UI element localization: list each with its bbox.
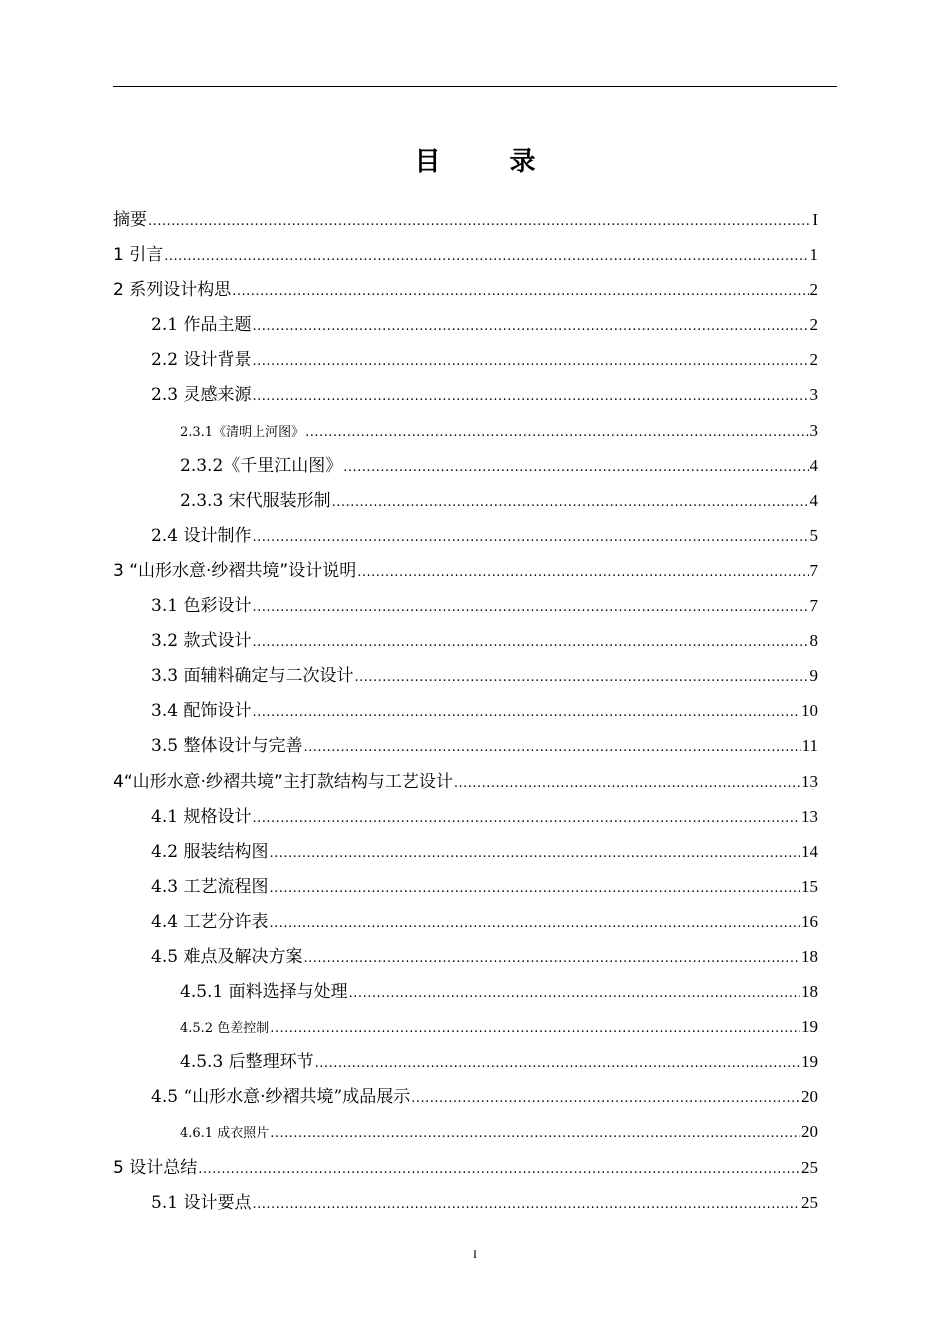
toc-dot-leader	[269, 871, 800, 906]
toc-entry-label: 3 “山形水意·纱褶共境”设计说明	[113, 560, 357, 581]
toc-entry-label: 3.4 配饰设计	[151, 701, 252, 722]
toc-dot-leader	[148, 204, 811, 239]
toc-entry[interactable]	[113, 974, 818, 1009]
toc-entry[interactable]	[113, 834, 818, 869]
toc-entry-label: 2 系列设计构思	[113, 280, 232, 301]
toc-entry[interactable]	[113, 448, 818, 483]
toc-dot-leader	[198, 1152, 800, 1187]
toc-entry-page: 7	[809, 560, 818, 580]
toc-dot-leader	[303, 941, 800, 976]
toc-dot-leader	[270, 1011, 800, 1046]
toc-entry[interactable]	[113, 1009, 818, 1044]
toc-entry-label: 4.2 服装结构图	[151, 841, 269, 862]
toc-entry-label: 2.3.1《清明上河图》	[180, 424, 305, 440]
toc-entry-page: 2	[809, 315, 818, 335]
toc-entry-page: 2	[809, 280, 818, 300]
toc-dot-leader	[252, 379, 808, 414]
toc-dot-leader	[164, 239, 808, 274]
toc-entry-label: 2.3.2《千里江山图》	[180, 455, 343, 476]
toc-entry-page: 11	[801, 736, 818, 756]
toc-dot-leader	[303, 730, 800, 765]
toc-dot-leader	[252, 1187, 800, 1222]
toc-dot-leader	[232, 274, 808, 309]
toc-entry-label: 4.5.1 面料选择与处理	[180, 982, 348, 1003]
toc-entry-label: 4.5.3 后整理环节	[180, 1052, 314, 1073]
toc-entry-label: 5.1 设计要点	[151, 1192, 252, 1213]
toc-entry[interactable]	[113, 342, 818, 377]
toc-entry-label: 4.4 工艺分许表	[151, 911, 269, 932]
toc-entry-page: 9	[809, 666, 818, 686]
toc-entry[interactable]	[113, 658, 818, 693]
page-number: I	[473, 1247, 477, 1261]
toc-entry[interactable]	[113, 272, 818, 307]
toc-entry-page: 25	[801, 1157, 818, 1177]
toc-entry-label: 4.1 规格设计	[151, 806, 252, 827]
toc-dot-leader	[252, 625, 808, 660]
toc-entry-label: 4.5 难点及解决方案	[151, 946, 303, 967]
toc-entry-label: 摘要	[113, 210, 147, 230]
toc-entry[interactable]	[113, 1044, 818, 1079]
toc-dot-leader	[270, 1116, 800, 1151]
toc-entry-page: 3	[809, 420, 818, 440]
toc-entry-label: 2.1 作品主题	[151, 315, 252, 336]
toc-entry-label: 2.3 灵感来源	[151, 385, 252, 406]
toc-entry-page: 13	[801, 771, 818, 791]
toc-entry-page: 4	[809, 455, 818, 475]
toc-entry-page: 19	[801, 1017, 818, 1037]
toc-dot-leader	[454, 766, 800, 801]
toc-entry[interactable]	[113, 413, 818, 448]
toc-entry[interactable]	[113, 939, 818, 974]
toc-entry-page: 20	[801, 1087, 818, 1107]
toc-entry-label: 4“山形水意·纱褶共境”主打款结构与工艺设计	[113, 771, 453, 792]
toc-entry-page: 18	[801, 982, 818, 1002]
toc-entry-label: 3.3 面辅料确定与二次设计	[151, 666, 354, 687]
toc-dot-leader	[252, 695, 800, 730]
page-title: 目 录	[414, 147, 566, 177]
toc-entry[interactable]	[113, 553, 818, 588]
toc-entry[interactable]	[113, 764, 818, 799]
toc-entry-label: 4.3 工艺流程图	[151, 876, 269, 897]
toc-dot-leader	[269, 836, 800, 871]
toc-entry[interactable]	[113, 904, 818, 939]
toc-entry[interactable]	[113, 1185, 818, 1220]
toc-dot-leader	[252, 520, 808, 555]
toc-entry[interactable]	[113, 588, 818, 623]
toc-entry-page: 1	[809, 245, 818, 265]
toc-entry-label: 3.2 款式设计	[151, 631, 252, 652]
toc-entry[interactable]	[113, 693, 818, 728]
toc-dot-leader	[269, 906, 800, 941]
toc-entry[interactable]	[113, 799, 818, 834]
toc-entry-page: 8	[809, 631, 818, 651]
toc-entry-label: 3.5 整体设计与完善	[151, 736, 303, 757]
toc-dot-leader	[349, 976, 800, 1011]
toc-dot-leader	[411, 1081, 800, 1116]
toc-entry-label: 3.1 色彩设计	[151, 596, 252, 617]
toc-entry[interactable]	[113, 869, 818, 904]
header-rule	[113, 86, 837, 87]
toc-entry-page: 7	[809, 596, 818, 616]
toc-dot-leader	[252, 344, 808, 379]
toc-entry-page: 14	[801, 841, 818, 861]
toc-dot-leader	[252, 590, 808, 625]
toc-entry[interactable]	[113, 307, 818, 342]
toc-entry-page: 4	[809, 490, 818, 510]
toc-entry-page: 2	[809, 350, 818, 370]
toc-entry-page: 15	[801, 876, 818, 896]
toc-entry[interactable]	[113, 377, 818, 412]
toc-entry-page: 18	[801, 946, 818, 966]
toc-entry[interactable]	[113, 1079, 818, 1114]
toc-entry[interactable]	[113, 1114, 818, 1149]
toc-entry[interactable]	[113, 237, 818, 272]
toc-entry-page: 20	[801, 1122, 818, 1142]
toc-dot-leader	[252, 309, 808, 344]
toc-entry-label: 2.3.3 宋代服装形制	[180, 490, 331, 511]
toc-entry[interactable]	[113, 728, 818, 763]
toc-entry-label: 2.2 设计背景	[151, 350, 252, 371]
toc-entry-label: 5 设计总结	[113, 1157, 198, 1178]
toc-entry-label: 4.6.1 成衣照片	[180, 1126, 270, 1142]
toc-dot-leader	[354, 660, 808, 695]
toc-entry-page: 5	[809, 525, 818, 545]
toc-dot-leader	[332, 485, 809, 520]
toc-entry-label: 2.4 设计制作	[151, 525, 252, 546]
toc-entry[interactable]	[113, 483, 818, 518]
toc-entry[interactable]	[113, 518, 818, 553]
toc-entry-page: I	[812, 210, 818, 229]
toc-entry[interactable]	[113, 1150, 818, 1185]
toc-dot-leader	[252, 801, 800, 836]
toc-entry-page: 16	[801, 911, 818, 931]
toc-entry-page: 13	[801, 806, 818, 826]
toc-entry-page: 19	[801, 1052, 818, 1072]
toc-entry-label: 1 引言	[113, 245, 164, 266]
toc-entry-label: 4.5 “山形水意·纱褶共境”成品展示	[151, 1087, 411, 1108]
toc-dot-leader	[343, 450, 808, 485]
toc-entry-page: 25	[801, 1192, 818, 1212]
toc-entry-label: 4.5.2 色差控制	[180, 1021, 270, 1037]
table-of-contents	[113, 202, 818, 1220]
toc-entry-page: 3	[809, 385, 818, 405]
toc-entry[interactable]	[113, 202, 818, 237]
toc-dot-leader	[305, 415, 808, 450]
toc-entry-page: 10	[801, 701, 818, 721]
toc-dot-leader	[357, 555, 808, 590]
toc-dot-leader	[315, 1046, 800, 1081]
toc-entry[interactable]	[113, 623, 818, 658]
